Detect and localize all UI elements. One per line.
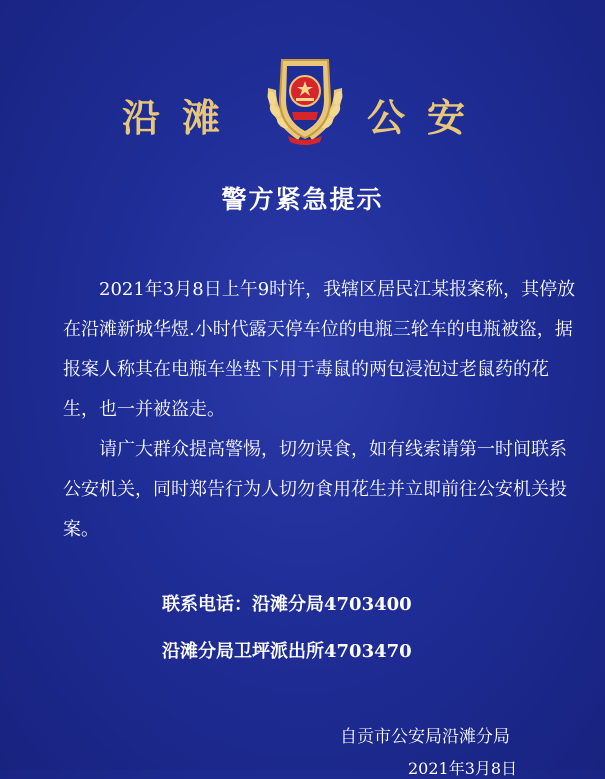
contact-line-2: 沿滩分局卫坪派出所4703470 [162,641,412,662]
header-left-text: 沿滩 [122,95,243,140]
police-emblem-icon [258,48,352,148]
issuer-signature: 自贡市公安局沿滩分局 [340,727,510,747]
notice-paragraph-1: 2021年3月8日上午9时许，我辖区居民江某报案称，其停放在沿滩新城华煜.小时代露天停车位的电瓶三轮车的电瓶被盗，据报案人称其在电瓶车坐垫下用于毒鼠的两包浸泡过老鼠药的花生，也一并被盗走。 [63,279,576,420]
notice-paragraph-2: 请广大群众提高警惕，切勿误食，如有线索请第一时间联系公安机关，同时郑告行为人切勿食用花生并立即前往公安机关投案。 [63,439,567,540]
header-right-text: 公安 [367,95,488,140]
notice-body [63,270,583,550]
contact-line-1: 联系电话：沿滩分局4703400 [162,594,412,615]
issue-date: 2021年3月8日 [408,759,518,778]
notice-title: 警方紧急提示 [221,185,384,214]
